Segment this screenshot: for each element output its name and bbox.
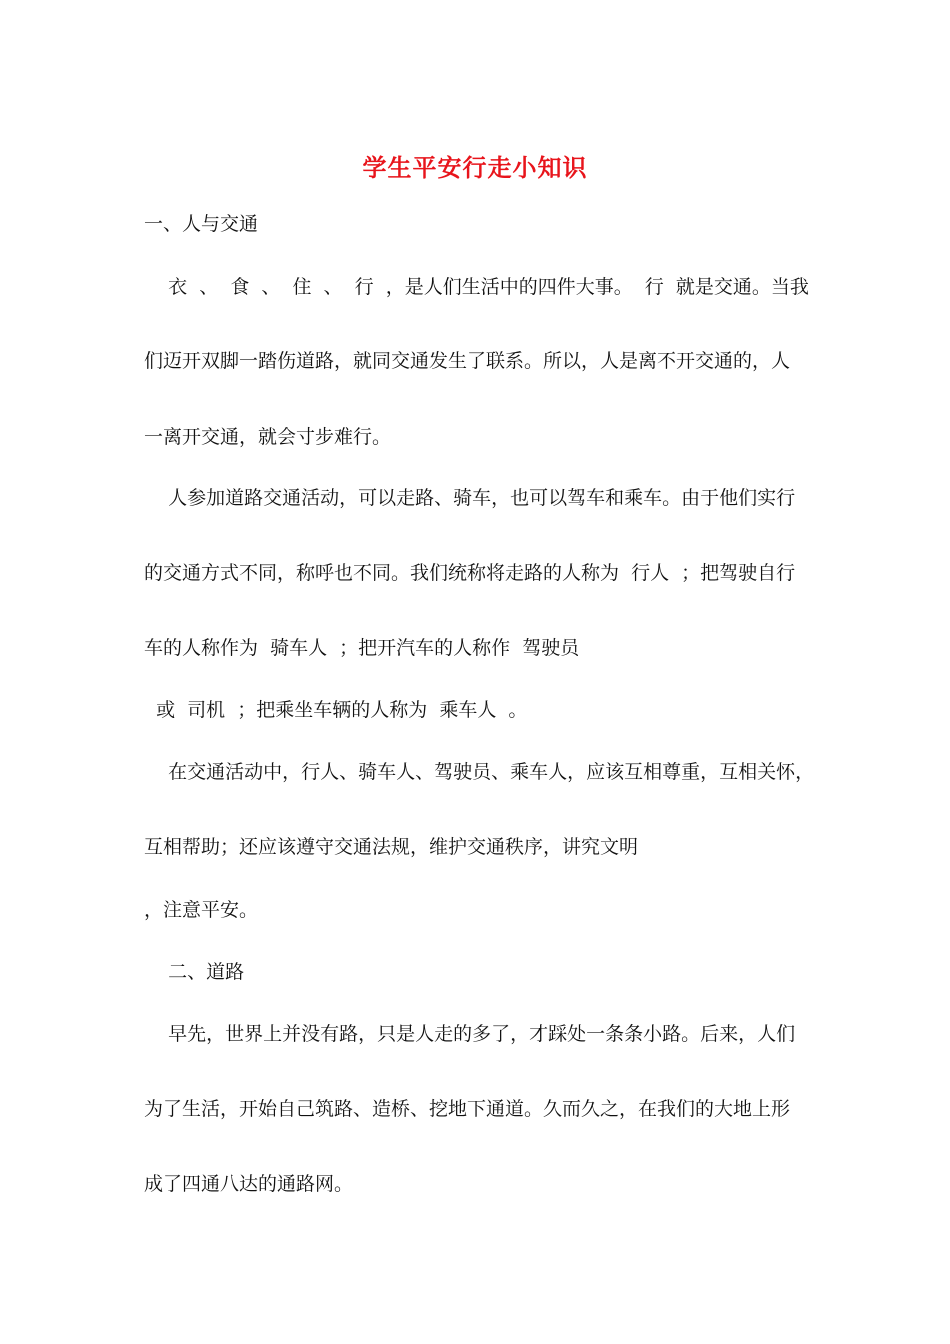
paragraph-line: ，注意平安。: [144, 899, 259, 921]
paragraph-line: 人参加道路交通活动，可以走路、骑车，也可以驾车和乘车。由于他们实行: [144, 487, 796, 509]
paragraph-line: 成了四通八达的通路网。: [144, 1173, 354, 1195]
paragraph-line: 车的人称作为 骑车人 ；把开汽车的人称作 驾驶员: [144, 637, 580, 659]
paragraph-line: 的交通方式不同，称呼也不同。我们统称将走路的人称为 行人 ；把驾驶自行: [144, 562, 796, 584]
paragraph-line: 互相帮助；还应该遵守交通法规，维护交通秩序，讲究文明: [144, 836, 639, 858]
paragraph-line: 早先，世界上并没有路，只是人走的多了，才踩处一条条小路。后来，人们: [144, 1023, 796, 1045]
heading-people-and-traffic: 一、人与交通: [144, 213, 259, 235]
document-title: 学生平安行走小知识: [362, 153, 588, 182]
paragraph-line: 衣 、 食 、 住 、 行 ，是人们生活中的四件大事。 行 就是交通。当我: [144, 276, 809, 298]
paragraph-line: 或 司机 ；把乘坐车辆的人称为 乘车人 。: [144, 699, 528, 721]
paragraph-line: 们迈开双脚一踏伤道路，就同交通发生了联系。所以，人是离不开交通的，人: [144, 350, 791, 372]
paragraph-line: 一离开交通，就会寸步难行。: [144, 426, 392, 448]
paragraph-line: 为了生活，开始自己筑路、造桥、挖地下通道。久而久之，在我们的大地上形: [144, 1098, 791, 1120]
heading-roads: 二、道路: [144, 961, 245, 983]
paragraph-line: 在交通活动中，行人、骑车人、驾驶员、乘车人，应该互相尊重，互相关怀，: [144, 761, 815, 783]
